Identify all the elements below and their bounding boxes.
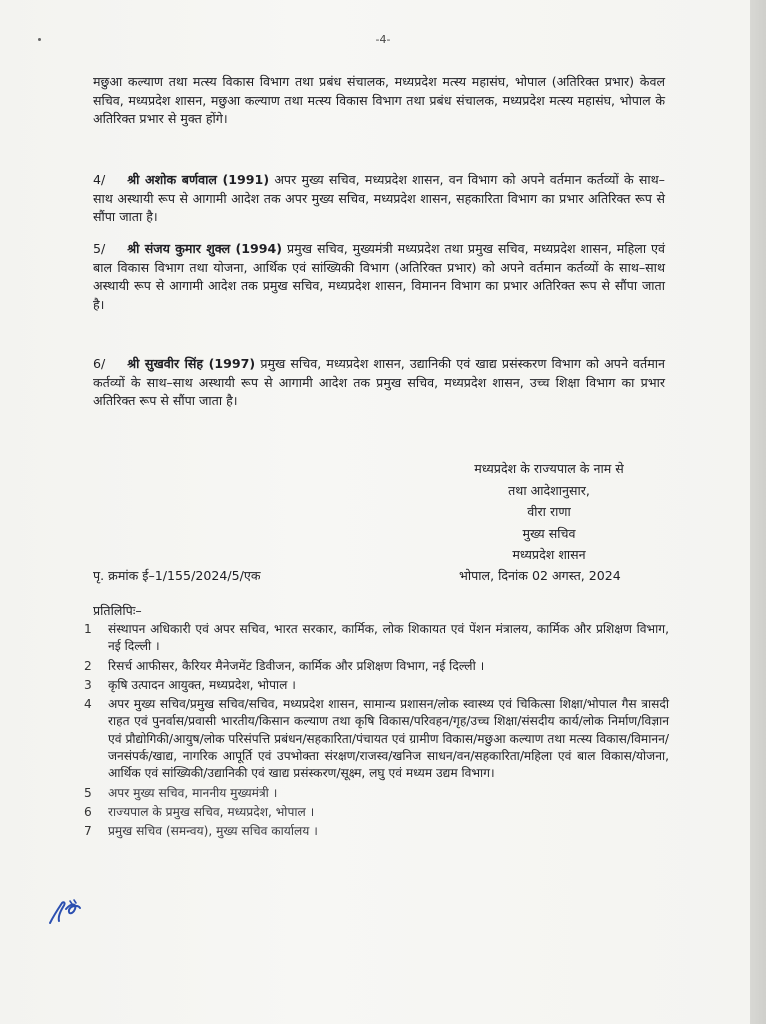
list-item-number: 2	[84, 658, 92, 673]
list-item-number: 7	[84, 824, 92, 839]
list-item-text: अपर मुख्य सचिव/प्रमुख सचिव/सचिव, मध्यप्रदेश शासन, सामान्य प्रशासन/लोक स्वास्थ्य एवं चिकित्सा शिक्षा/भोपाल गैस त्रासदी राहत एवं पुनर्वास/प्रवासी भारतीय/किसान कल्याण तथा कृषि विकास/परिवहन/गृह/उच्च शिक्षा/संसदीय कार्य/लोक निर्माण/विज्ञान एवं प्रौद्योगिकी/आयुष/लोक परिसंपत्ति प्रबंधन/सहकारिता/पंचायत एवं ग्रामीण विकास/मछुआ कल्याण तथा मत्स्य विकास/विमानन/जनसंपर्क/खाद्य, नागरिक आपूर्ति एवं उपभोक्ता संरक्षण/राजस्व/खनिज साधन/वन/सहकारिता/महिला एवं बाल विकास/योजना, आर्थिक एवं सांख्यिकी/उद्यानिकी एवं खाद्य प्रसंस्करण/सूक्ष्म, लघु एवं मध्यम उद्यम विभाग।	[108, 697, 669, 781]
paragraph-text: अपर मुख्य सचिव, मध्यप्रदेश शासन, वन विभाग को अपने वर्तमान कर्तव्यों के साथ–साथ अस्थायी रूप से आगामी आदेश तक अपर मुख्य सचिव, मध्यप्रदेश शासन, सहकारिता विभाग का प्रभार अतिरिक्त रूप से सौंपा जाता है।	[93, 172, 665, 224]
place-date: भोपाल, दिनांक 02 अगस्त, 2024	[459, 568, 621, 583]
list-item-number: 6	[84, 804, 92, 819]
ink-stroke	[66, 905, 80, 914]
signature-line-2: तथा आदेशानुसार,	[508, 482, 590, 498]
list-item	[84, 785, 669, 802]
paragraph-number: 6/	[93, 356, 106, 371]
signatory-designation: मुख्य सचिव	[522, 525, 576, 541]
list-item-text: प्रमुख सचिव (समन्वय), मुख्य सचिव कार्यालय ।	[108, 824, 318, 839]
list-item	[84, 658, 669, 675]
handwritten-initials-mark	[44, 893, 90, 929]
list-item-text: राज्यपाल के प्रमुख सचिव, मध्यप्रदेश, भोपाल ।	[108, 804, 315, 819]
list-item	[84, 677, 669, 694]
officer-name: श्री संजय कुमार शुक्ल (1994)	[127, 241, 283, 256]
copy-to-list	[84, 621, 669, 843]
copy-to-heading: प्रतिलिपिः–	[93, 603, 142, 618]
signatory-name: वीरा राणा	[527, 504, 571, 519]
paragraph-4	[93, 171, 665, 227]
ink-stroke	[70, 900, 76, 904]
signature-line-1: मध्यप्रदेश के राज्यपाल के नाम से	[474, 461, 624, 476]
list-item	[84, 696, 669, 782]
signature-block	[430, 458, 668, 566]
list-item-number: 5	[84, 785, 92, 800]
page-number: -4-	[375, 33, 391, 46]
list-item-number: 3	[84, 677, 92, 692]
paragraph-6	[93, 355, 665, 411]
paragraph-number: 5/	[93, 241, 106, 256]
reference-number: पृ. क्रमांक ई–1/155/2024/5/एक	[93, 568, 261, 583]
paragraph-number: 4/	[93, 172, 106, 187]
list-item-text: कृषि उत्पादन आयुक्त, मध्यप्रदेश, भोपाल ।	[108, 677, 296, 692]
paragraph-text: प्रमुख सचिव, मध्यप्रदेश शासन, उद्यानिकी एवं खाद्य प्रसंस्करण विभाग को अपने वर्तमान कर्तव्यों के साथ–साथ अस्थायी रूप से आगामी आदेश तक प्रमुख सचिव, मध्यप्रदेश शासन, उच्च शिक्षा विभाग का प्रभार अतिरिक्त रूप से सौंपा जाता है।	[93, 356, 666, 408]
ink-stroke	[50, 902, 65, 923]
list-item	[84, 804, 669, 821]
list-item-text: संस्थापन अधिकारी एवं अपर सचिव, भारत सरकार, कार्मिक, लोक शिकायत एवं पेंशन मंत्रालय, कार्मिक और प्रशिक्षण विभाग, नई दिल्ली ।	[108, 622, 669, 654]
list-item-number: 1	[84, 622, 92, 636]
list-item	[84, 621, 669, 656]
continuation-paragraph: मछुआ कल्याण तथा मत्स्य विकास विभाग तथा प्रबंध संचालक, मध्यप्रदेश मत्स्य महासंघ, भोपाल (अतिरिक्त प्रभार) केवल सचिव, मध्यप्रदेश शासन, मछुआ कल्याण तथा मत्स्य विकास विभाग तथा प्रबंध संचालक, मध्यप्रदेश मत्स्य महासंघ, भोपाल के अतिरिक्त प्रभार से मुक्त होंगे।	[93, 74, 665, 126]
list-item-text: रिसर्च आफीसर, कैरियर मैनेजमेंट डिवीजन, कार्मिक और प्रशिक्षण विभाग, नई दिल्ली ।	[108, 658, 485, 673]
list-item	[84, 823, 669, 840]
paragraph-5	[93, 240, 665, 314]
page-edge-shadow	[750, 0, 766, 1024]
list-item-text: अपर मुख्य सचिव, माननीय मुख्यमंत्री ।	[108, 785, 278, 800]
signatory-office: मध्यप्रदेश शासन	[512, 547, 586, 562]
officer-name: श्री सुखवीर सिंह (1997)	[127, 356, 256, 371]
paragraph-text: प्रमुख सचिव, मुख्यमंत्री मध्यप्रदेश तथा प्रमुख सचिव, मध्यप्रदेश शासन, महिला एवं बाल विकास विभाग तथा योजना, आर्थिक एवं सांख्यिकी विभाग (अतिरिक्त प्रभार) को अपने वर्तमान कर्तव्यों के साथ–साथ अस्थायी रूप से आगामी आदेश तक प्रमुख सचिव, मध्यप्रदेश शासन, विमानन विभाग का प्रभार अतिरिक्त रूप से सौंपा जाता है।	[93, 241, 665, 312]
list-item-number: 4	[84, 697, 92, 712]
officer-name: श्री अशोक बर्णवाल (1991)	[127, 172, 270, 187]
